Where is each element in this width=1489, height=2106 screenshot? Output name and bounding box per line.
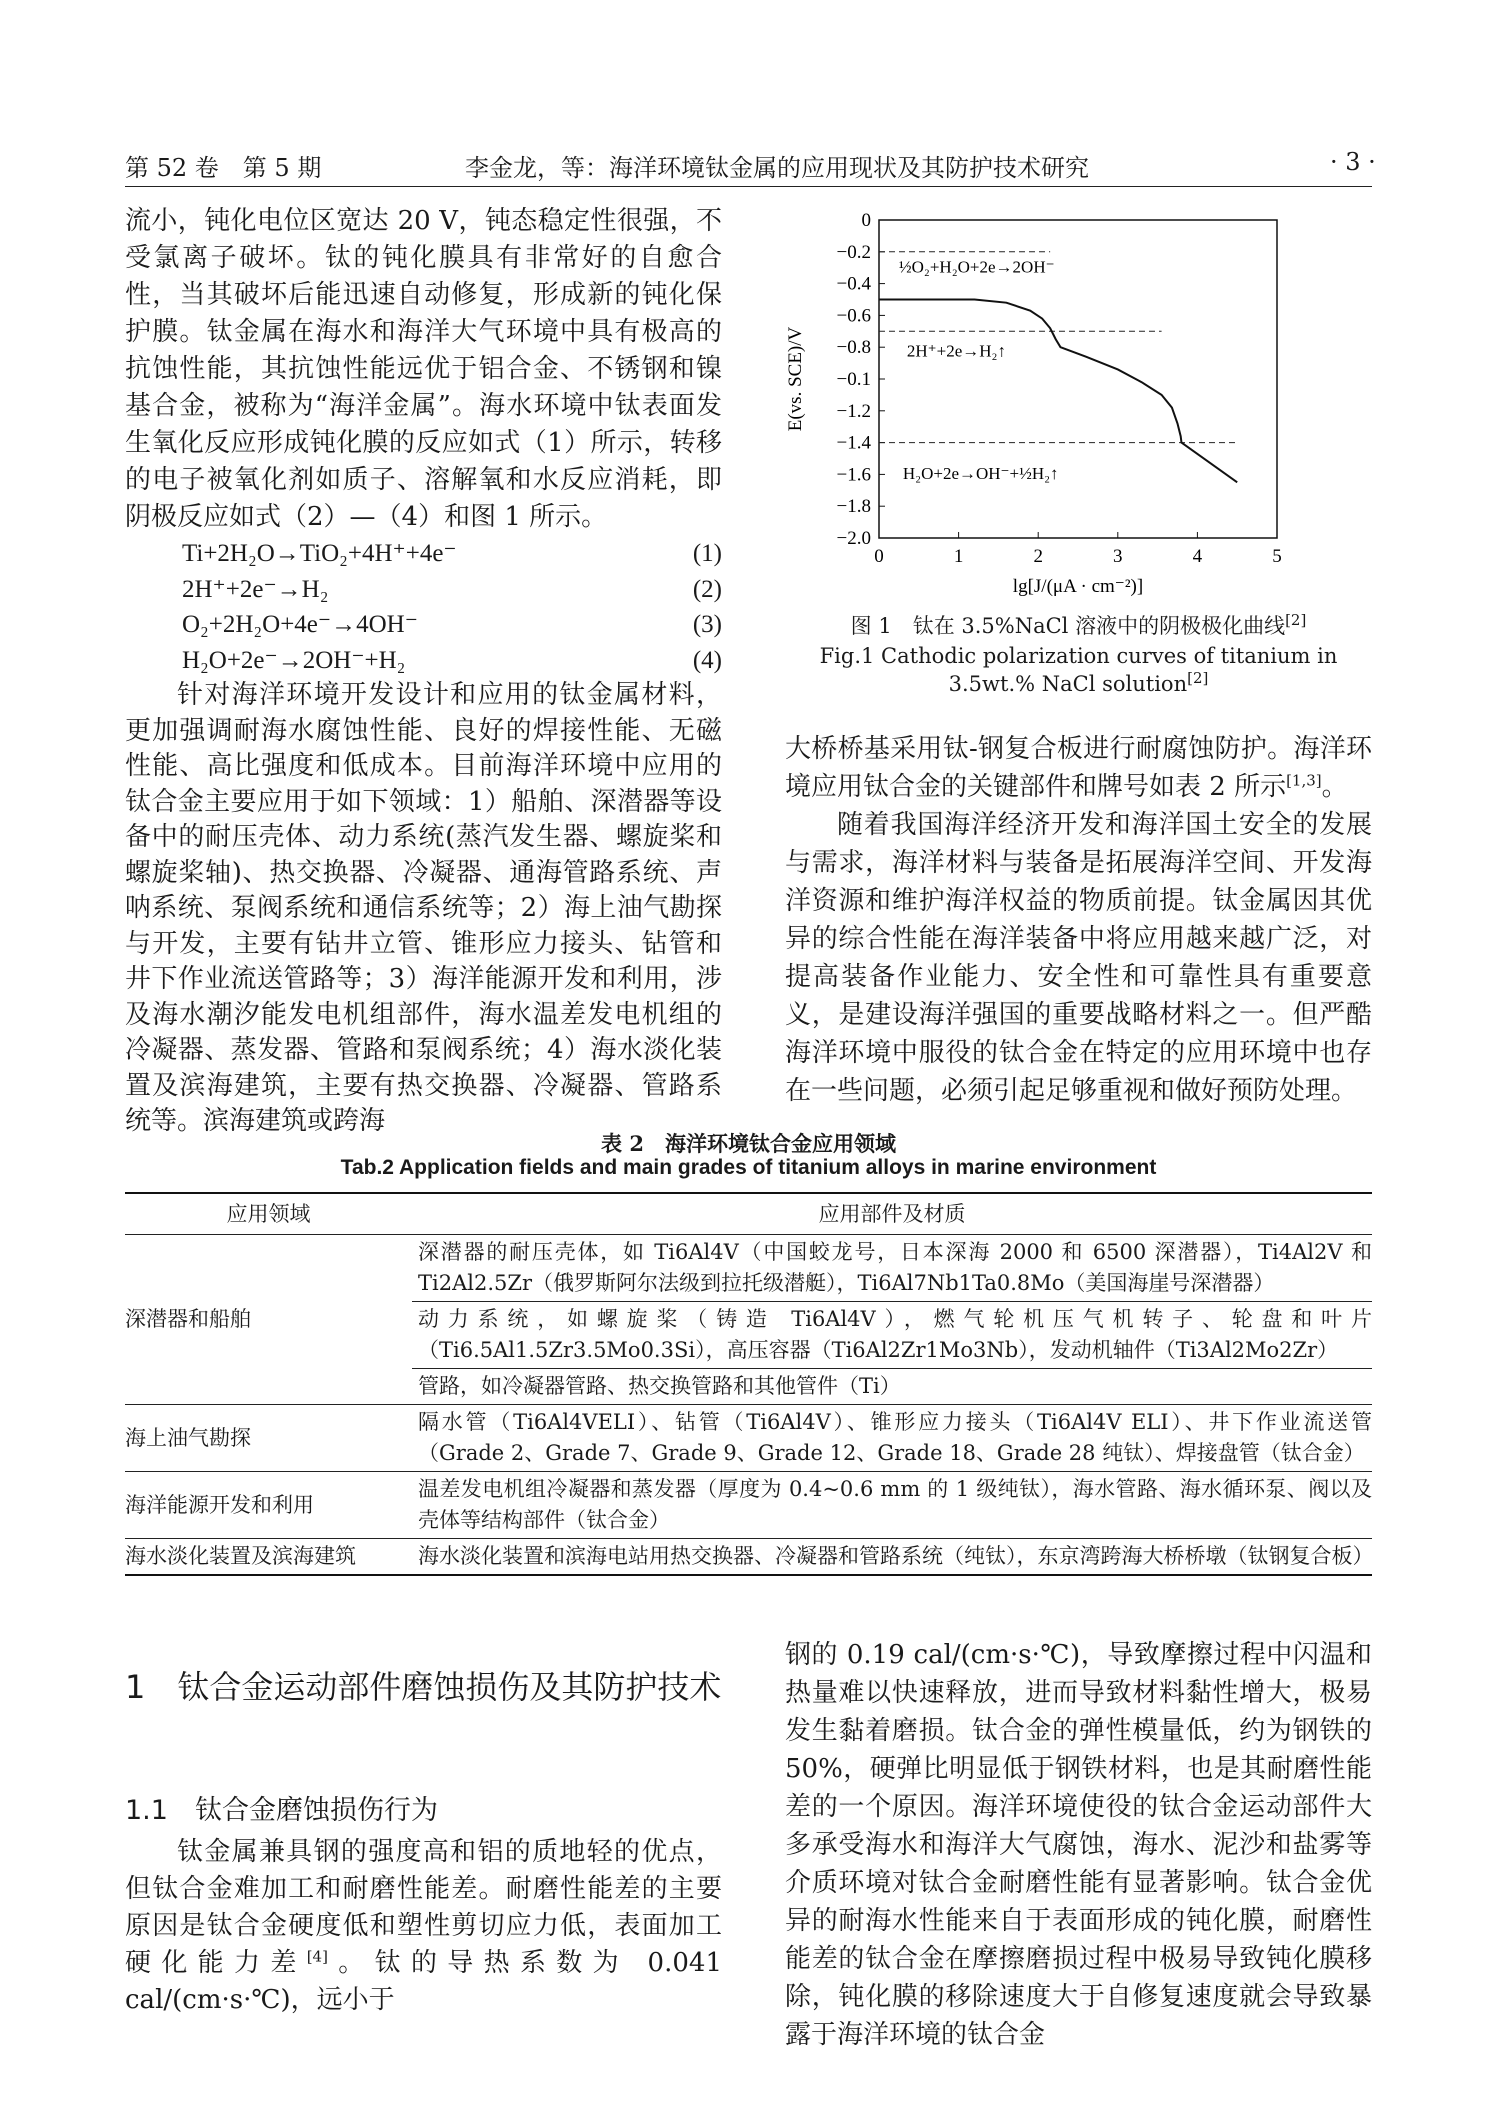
- equation-number: (2): [692, 575, 722, 603]
- citation: [4]: [306, 1947, 328, 1966]
- page-number: · 3 ·: [1330, 148, 1376, 176]
- equation-expr: O₂+2H₂O+4e⁻→4OH⁻: [182, 611, 418, 638]
- right-column-bottom: [785, 1636, 1372, 2054]
- equation: [125, 572, 722, 608]
- paragraph: 针对海洋环境开发设计和应用的钛金属材料，更加强调耐海水腐蚀性能、良好的焊接性能、无磁性能、高比强度和低成本。目前海洋环境中应用的钛合金主要应用于如下领域：1）船舶、深潜器等设备中的耐压壳体、动力系统(蒸汽发生器、螺旋桨和螺旋桨轴)、热交换器、冷凝器、通海管路系统、声呐系统、泵阀系统和通信系统等；2）海上油气勘探与开发，主要有钻井立管、锥形应力接头、钻管和井下作业流送管路等；3）海洋能源开发和利用，涉及海水潮汐能发电机组部件，海水温差发电机组的冷凝器、蒸发器、管路和泵阀系统；4）海水淡化装置及滨海建筑，主要有热交换器、冷凝器、管路系统等。滨海建筑或跨海: [125, 680, 722, 1136]
- caption-text: 3.5wt.% NaCl solution: [948, 672, 1188, 696]
- section-heading: 1 钛合金运动部件磨蚀损伤及其防护技术: [125, 1668, 722, 1706]
- y-axis-label: E(vs. SCE)/V: [785, 326, 806, 432]
- field-cell: 海洋能源开发和利用: [125, 1472, 412, 1539]
- parts-cell: 温差发电机组冷凝器和蒸发器（厚度为 0.4~0.6 mm 的 1 级纯钛），海水管路、海水循环泵、阀以及壳体等结构部件（钛合金）: [412, 1472, 1372, 1539]
- journal-volume: 第 52 卷 第 5 期: [125, 154, 322, 182]
- equation-number: (3): [692, 611, 722, 638]
- x-tick-label: 2: [1033, 546, 1043, 567]
- field-cell: 海上油气勘探: [125, 1405, 412, 1472]
- equation-number: (4): [692, 646, 722, 674]
- table-row: [125, 1539, 1372, 1576]
- citation: [2]: [1285, 611, 1307, 629]
- x-axis-label: lg[J/(μA · cm⁻²)]: [1012, 576, 1144, 597]
- equation: [125, 643, 722, 679]
- y-tick-label: −1.2: [836, 400, 871, 422]
- equation-number: (1): [692, 540, 722, 567]
- paragraph-text: 钛金属兼具钢的强度高和铝的质地轻的优点，但钛合金难加工和耐磨性能差。耐磨性能差的主要原因是钛合金硬度低和塑性剪切应力低，表面加工硬化能力差: [125, 1837, 722, 1978]
- caption-text: Fig.1 Cathodic polarization curves of titanium in: [819, 644, 1338, 668]
- equation-expr: 2H⁺+2e⁻→H₂: [182, 575, 329, 603]
- running-title: 李金龙，等：海洋环境钛金属的应用现状及其防护技术研究: [465, 154, 1089, 182]
- application-table: [125, 1192, 1372, 1576]
- polarization-curve: [879, 300, 1237, 483]
- paragraph: [125, 1834, 722, 2019]
- paragraph-text: 。钛的导热系数为 0.041 cal/(cm·s·℃)，远小于: [125, 1948, 722, 2015]
- x-tick-label: 4: [1192, 546, 1203, 567]
- paragraph: 流小，钝化电位区宽达 20 V，钝态稳定性很强，不受氯离子破坏。钛的钝化膜具有非常好的自愈合性，当其破坏后能迅速自动修复，形成新的钝化保护膜。钛金属在海水和海洋大气环境中具有极高的抗蚀性能，其抗蚀性能远优于铝合金、不锈钢和镍基合金，被称为“海洋金属”。海水环境中钛表面发生氧化反应形成钝化膜的反应如式（1）所示，转移的电子被氧化剂如质子、溶解氧和水反应消耗，即阴极反应如式（2）—（4）和图 1 所示。: [125, 206, 722, 532]
- parts-cell: 海水淡化装置和滨海电站用热交换器、冷凝器和管路系统（纯钛），东京湾跨海大桥桥墩（钛钢复合板）: [418, 1544, 1374, 1568]
- equations: [125, 536, 722, 678]
- equation: [125, 607, 722, 643]
- y-tick-label: −0.6: [836, 305, 871, 327]
- right-column-top: [785, 730, 1372, 1110]
- caption-text: 图 1 钛在 3.5%NaCl 溶液中的阴极极化曲线: [850, 614, 1286, 638]
- x-tick-label: 5: [1272, 546, 1282, 567]
- y-tick-label: 0: [861, 210, 871, 231]
- paragraph-text: 大桥桥基采用钛-钢复合板进行耐腐蚀防护。海洋环境应用钛合金的关键部件和牌号如表 2 所示: [785, 734, 1372, 802]
- column-header: 应用部件及材质: [412, 1193, 1372, 1235]
- paragraph: 钢的 0.19 cal/(cm·s·℃)，导致摩擦过程中闪温和热量难以快速释放，进而导致材料黏性增大，极易发生黏着磨损。钛合金的弹性模量低，约为钢铁的 50%，硬弹比明显低于钢铁材料，也是其耐磨性能差的一个原因。海洋环境使役的钛合金运动部件大多承受海水和海洋大气腐蚀，海水、泥沙和盐雾等介质环境对钛合金耐磨性能有显著影响。钛合金优异的耐海水性能来自于表面形成的钝化膜，耐磨性能差的钛合金在摩擦磨损过程中极易导致钝化膜移除，钝化膜的移除速度大于自修复速度就会导致暴露于海洋环境的钛合金: [785, 1640, 1372, 2050]
- y-tick-label: −2.0: [836, 528, 871, 549]
- left-column-bottom: [125, 1834, 722, 2019]
- equation-expr: H₂O+2e⁻→2OH⁻+H₂: [182, 646, 406, 674]
- y-tick-label: −1.8: [836, 496, 871, 518]
- y-tick-label: −0.4: [836, 273, 871, 295]
- x-tick-label: 0: [874, 546, 884, 567]
- field-cell: 海水淡化装置及滨海建筑: [125, 1544, 356, 1568]
- figure-caption-cn: [785, 612, 1372, 640]
- table-row: [125, 1235, 1372, 1302]
- column-header: 应用领域: [125, 1193, 412, 1235]
- reaction-annotation: 2H⁺+2e→H₂↑: [906, 341, 1006, 361]
- left-column-top: [125, 203, 722, 1140]
- equation: [125, 536, 722, 572]
- paragraph: 随着我国海洋经济开发和海洋国土安全的发展与需求，海洋材料与装备是拓展海洋空间、开发海洋资源和维护海洋权益的物质前提。钛金属因其优异的综合性能在海洋装备中将应用越来越广泛，对提高装备作业能力、安全性和可靠性具有重要意义，是建设海洋强国的重要战略材料之一。但严酷海洋环境中服役的钛合金在特定的应用环境中也存在一些问题，必须引起足够重视和做好预防处理。: [785, 810, 1372, 1106]
- y-tick-label: −1.6: [836, 464, 871, 486]
- paragraph: [785, 730, 1372, 806]
- table-row: [125, 1472, 1372, 1539]
- parts-cell: 隔水管（Ti6Al4VELI）、钻管（Ti6Al4V）、锥形应力接头（Ti6Al4V ELI）、井下作业流送管（Grade 2、Grade 7、Grade 9、Grade 12、Grade 18、Grade 28 纯钛）、焊接盘管（钛合金）: [412, 1405, 1372, 1472]
- table-title-en: Tab.2 Application fields and main grades of titanium alloys in marine environment: [340, 1156, 1157, 1179]
- citation: [2]: [1187, 669, 1209, 687]
- y-tick-label: −0.2: [836, 241, 871, 263]
- reaction-annotation: ½O₂+H₂O+2e→2OH⁻: [898, 257, 1055, 277]
- polarization-chart: [780, 200, 1340, 600]
- figure-caption-en: [785, 642, 1372, 698]
- field-cell: 深潜器和船舶: [125, 1235, 412, 1405]
- x-tick-label: 3: [1113, 546, 1123, 567]
- table-title-cn: 表 2 海洋环境钛合金应用领域: [601, 1131, 896, 1156]
- x-tick-label: 1: [953, 546, 964, 567]
- parts-cell: 深潜器的耐压壳体，如 Ti6Al4V（中国蛟龙号，日本深海 2000 和 6500 深潜器），Ti4Al2V 和 Ti2Al2.5Zr（俄罗斯阿尔法级到拉托级潜艇），Ti6Al7Nb1Ta0.8Mo（美国海崖号深潜器）: [412, 1235, 1372, 1302]
- y-tick-label: −0.8: [836, 337, 871, 359]
- subsection-heading: 1.1 钛合金磨蚀损伤行为: [125, 1795, 438, 1826]
- header-rule: [125, 186, 1372, 187]
- parts-cell: 动力系统，如螺旋桨（铸造 Ti6Al4V），燃气轮机压气机转子、轮盘和叶片（Ti6.5Al1.5Zr3.5Mo0.3Si），高压容器（Ti6Al2Zr1Mo3Nb），发动机轴件（Ti3Al2Mo2Zr）: [412, 1302, 1372, 1369]
- paragraph-text: 。: [1321, 772, 1348, 802]
- y-tick-label: −1.4: [836, 432, 871, 454]
- y-tick-label: −0.1: [836, 369, 871, 390]
- equation-expr: Ti+2H₂O→TiO₂+4H⁺+4e⁻: [182, 540, 457, 567]
- reaction-annotation: H₂O+2e→OH⁻+½H₂↑: [902, 464, 1059, 484]
- citation: [1,3]: [1286, 771, 1322, 790]
- parts-cell: 管路，如冷凝器管路、热交换管路和其他管件（Ti）: [412, 1369, 1372, 1405]
- table-row: [125, 1405, 1372, 1472]
